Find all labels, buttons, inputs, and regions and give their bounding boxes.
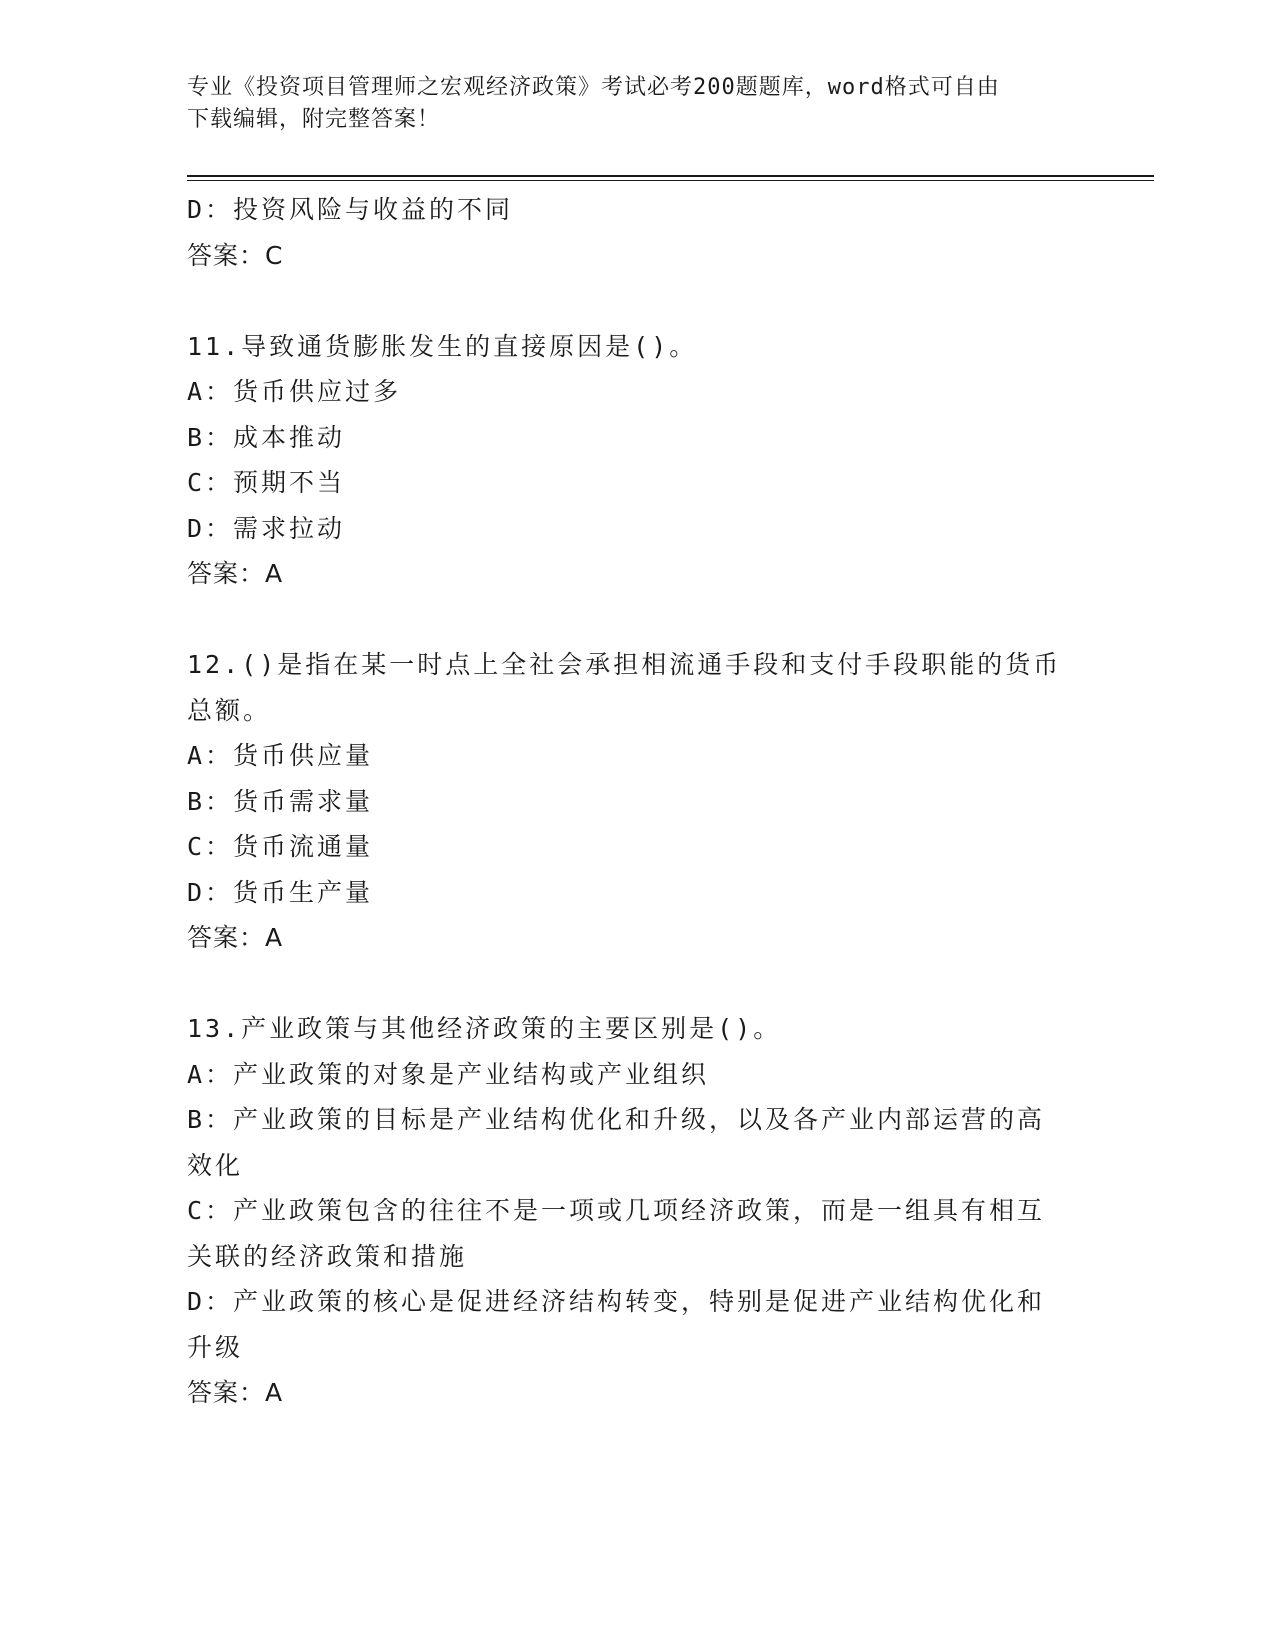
option-d: D：产业政策的核心是促进经济结构转变，特别是促进产业结构优化和升级 <box>187 1287 1046 1362</box>
question-block-10 <box>187 187 1067 278</box>
option-d: D：投资风险与收益的不同 <box>187 195 514 224</box>
option-b: B：产业政策的目标是产业结构优化和升级，以及各产业内部运营的高效化 <box>187 1105 1046 1180</box>
question-text: 13.产业政策与其他经济政策的主要区别是()。 <box>187 1014 782 1043</box>
option-d: D：需求拉动 <box>187 513 346 543</box>
option-b: B：成本推动 <box>187 422 346 452</box>
document-header <box>187 72 1067 136</box>
question-block-11 <box>187 324 1067 597</box>
option-b: B：货币需求量 <box>187 786 374 816</box>
question-block-13 <box>187 1006 1067 1416</box>
option-a: A：货币供应量 <box>187 741 374 770</box>
option-a: A：产业政策的对象是产业结构或产业组织 <box>187 1059 710 1089</box>
header-rule-thick <box>187 175 1154 177</box>
header-rule-thin <box>187 180 1154 181</box>
block-spacer <box>187 961 1067 1007</box>
option-c: C：预期不当 <box>187 468 346 497</box>
answer-line: 答案：A <box>187 559 284 588</box>
header-line-2: 下载编辑，附完整答案！ <box>187 107 441 132</box>
option-d: D：货币生产量 <box>187 877 374 907</box>
answer-line: 答案：C <box>187 240 284 270</box>
option-a: A：货币供应过多 <box>187 377 402 406</box>
header-line-1: 专业《投资项目管理师之宏观经济政策》考试必考200题题库，word格式可自由 <box>187 75 1000 100</box>
question-text: 11.导致通货膨胀发生的直接原因是()。 <box>187 331 698 361</box>
question-text: 12.()是指在某一时点上全社会承担相流通手段和支付手段职能的货币总额。 <box>187 650 1062 725</box>
block-spacer <box>187 597 1067 643</box>
block-spacer <box>187 278 1067 324</box>
option-c: C：货币流通量 <box>187 832 374 861</box>
answer-line: 答案：A <box>187 1378 284 1407</box>
answer-line: 答案：A <box>187 923 284 952</box>
question-list <box>187 187 1067 1416</box>
question-block-12 <box>187 642 1067 961</box>
option-c: C：产业政策包含的往往不是一项或几项经济政策，而是一组具有相互关联的经济政策和措施 <box>187 1196 1046 1271</box>
